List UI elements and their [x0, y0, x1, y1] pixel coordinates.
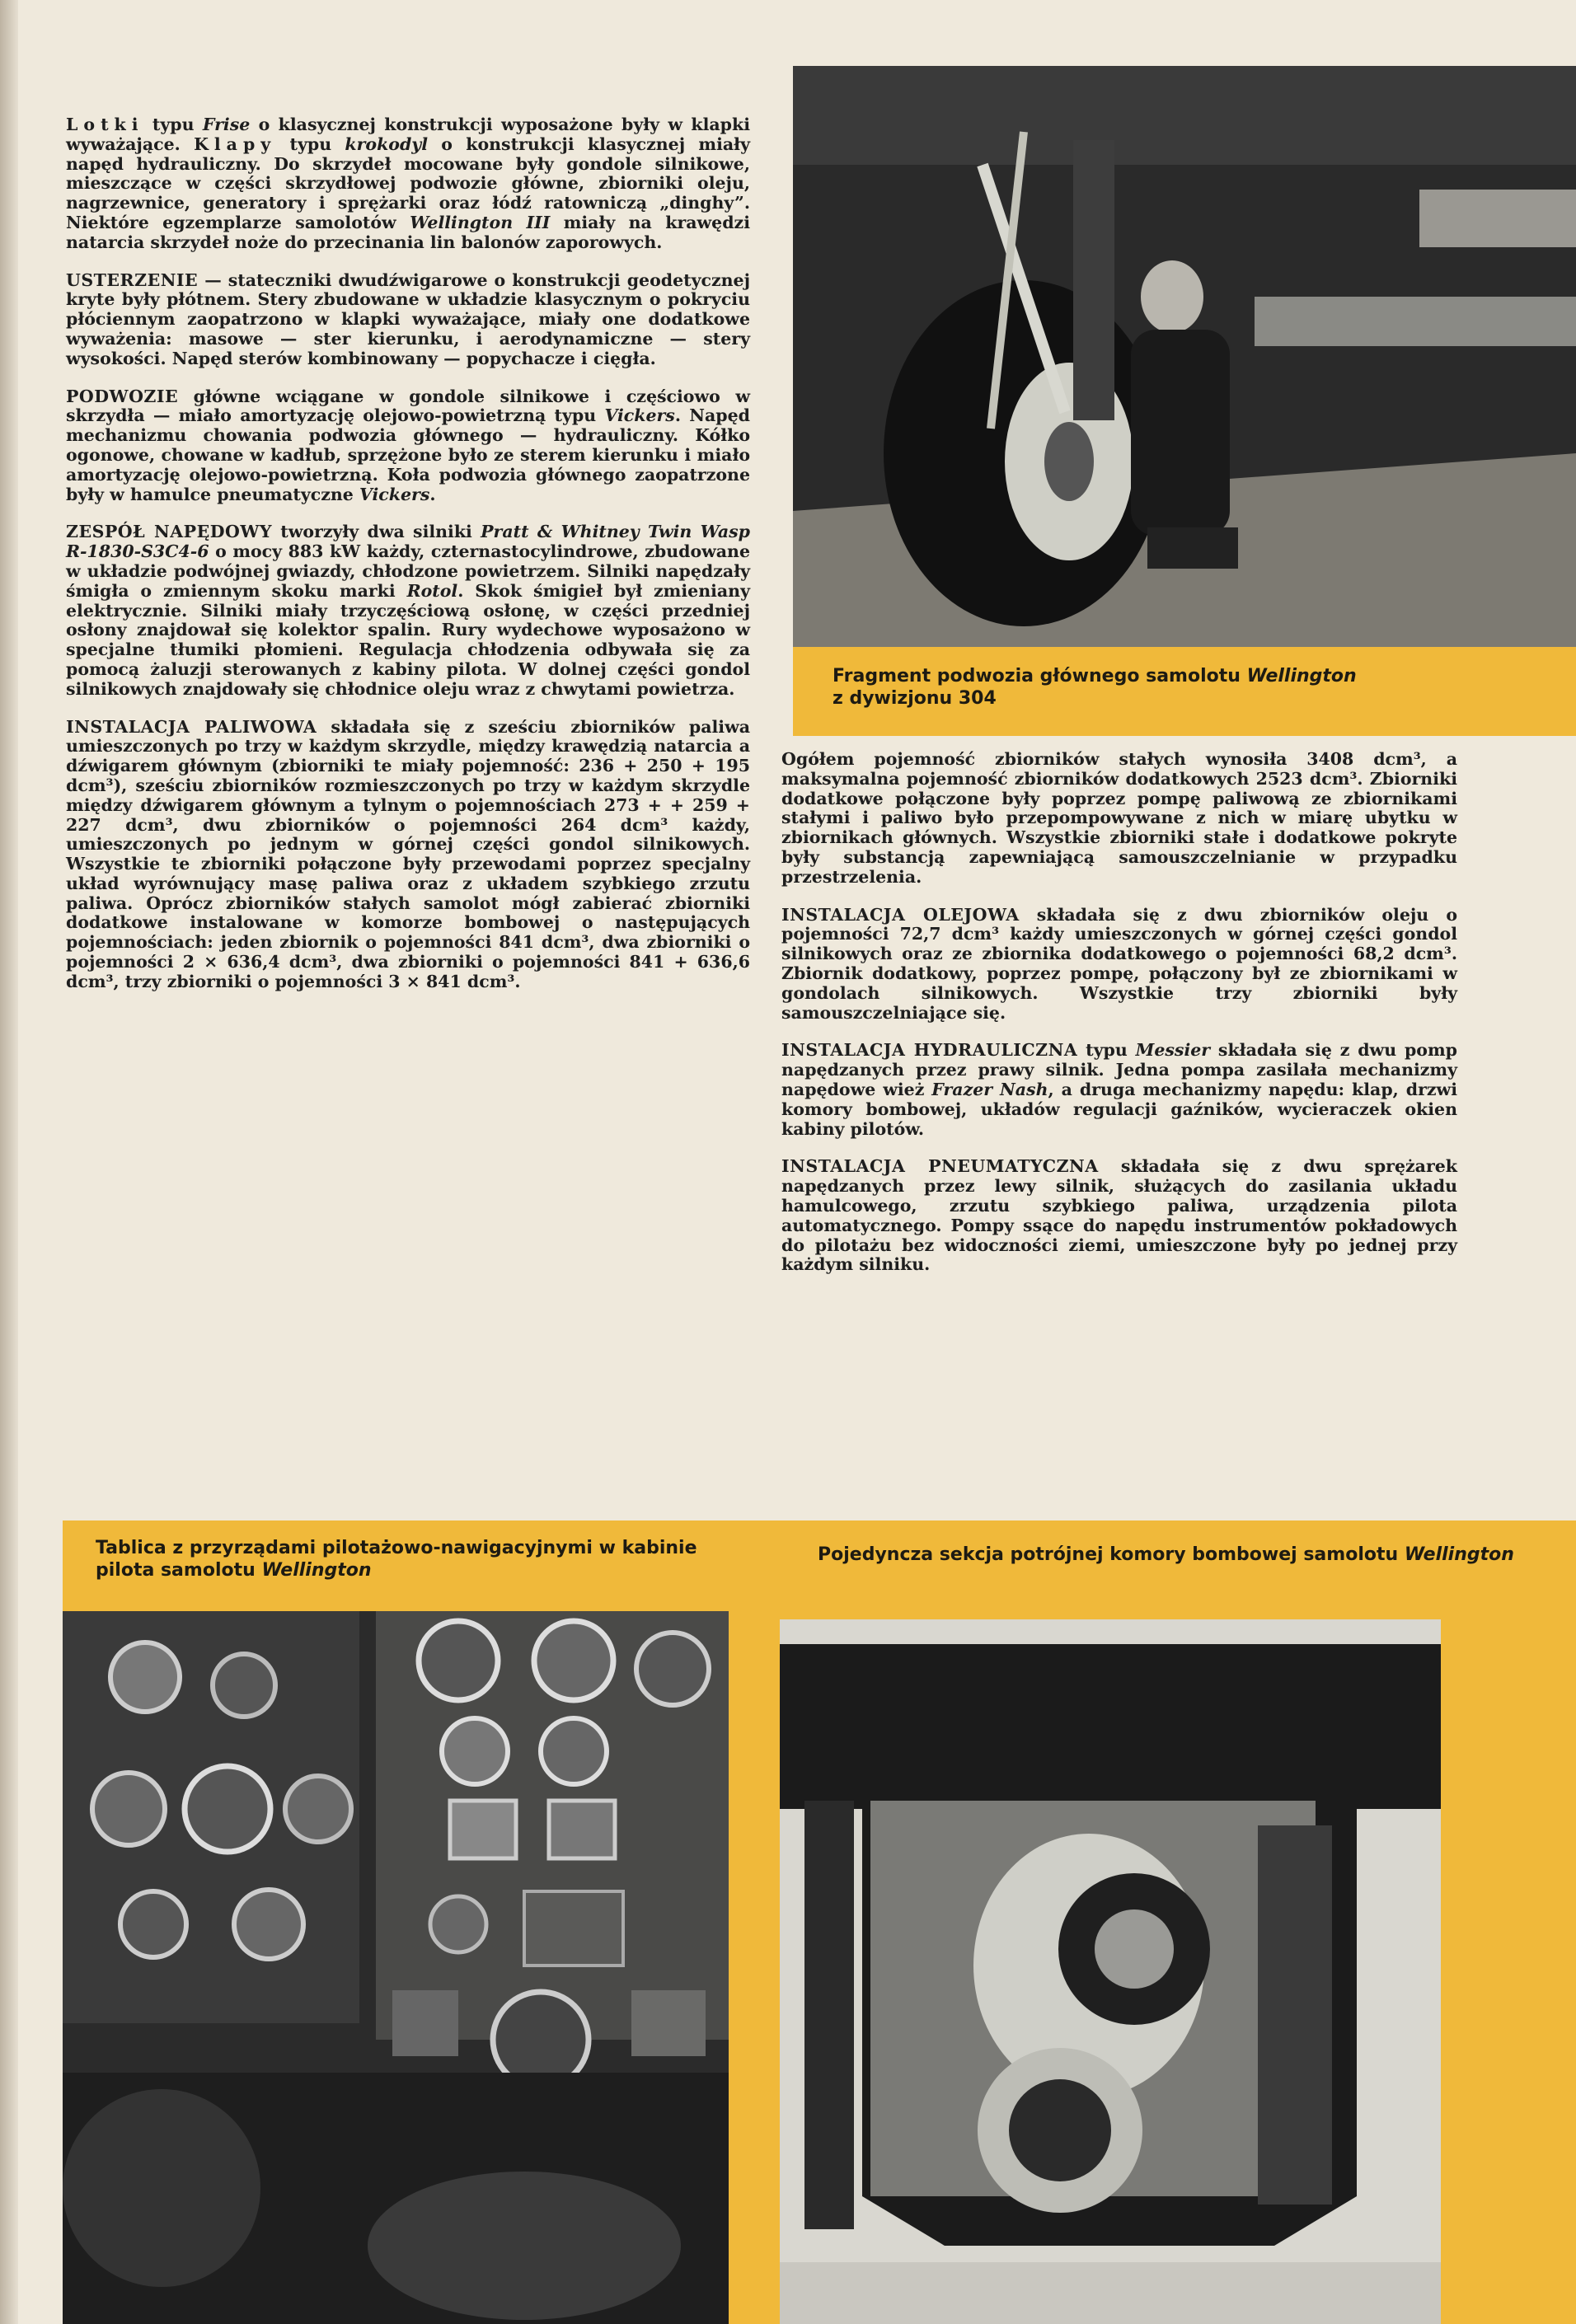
heading-podwozie: PODWOZIE	[66, 386, 179, 406]
photo-bomb-bay	[780, 1619, 1441, 2324]
caption-text: Tablica z przyrządami pilotażowo-nawigacyjnymi w kabinie pilota samolotu	[96, 1538, 697, 1581]
left-text-column	[66, 115, 750, 1010]
italic-engine-name: Pratt & Whitney Twin Wasp R-1830-S3C4-6	[66, 522, 750, 562]
photo-landing-gear	[793, 66, 1576, 647]
text-run: — stateczniki dwudźwigarowe o konstrukcji geodetycznej kryte były płótnem. Stery zbudowane w układzie klasycznym o pokryciu płóciennym zaopatrzono w klapki wyważające, miały one dodatkowe wyważenia: masowe — ster kierunku, i aerodynamiczne — stery wysokości. Napęd sterów kombinowany — popychacze i cięgła.	[66, 269, 750, 368]
caption-italic: Wellington	[1404, 1544, 1514, 1565]
paragraph-pojemnosc	[781, 750, 1457, 888]
text-run: miały na krawędzi natarcia skrzydeł noże do przecinania lin balonów zaporowych.	[66, 212, 750, 252]
text-run: , a druga mechanizmy napędu: klap, drzwi komory bombowej, układów regulacji gaźników, wycieraczek okien kabiny pilotów.	[781, 1079, 1457, 1139]
text-run: o konstrukcji klasycznej miały napęd hydrauliczny. Do skrzydeł mocowane były gondole silnikowe, mieszczące w części skrzydłowej podwozie główne, zbiorniki oleju, nagrzewnice, generatory i sprężarki oraz łódź ratowniczą „dinghy”. Niektóre egzemplarze samolotów	[66, 134, 750, 232]
caption-instrument-panel	[63, 1520, 780, 1611]
text-run: Ogółem pojemność zbiorników stałych wynosiła 3408 dcm³, a maksymalna pojemność zbiorników dodatkowych 2523 dcm³. Zbiorniki dodatkowe połączone były poprzez pompę paliwową ze zbiornikami stałymi i paliwo było przepompowywane z nich w miarę ubytku w zbiornikach głównych. Wszystkie zbiorniki stałe i dodatkowe pokryte były substancją zapewniającą samouszczelnianie w przypadku przestrzelenia.	[781, 749, 1457, 887]
text-run: tworzyły dwa silniki	[271, 522, 481, 542]
heading-usterzenie: USTERZENIE	[66, 269, 199, 290]
heading-instalacja-paliwowa: INSTALACJA PALIWOWA	[66, 716, 317, 737]
paragraph-instalacja-hydrauliczna	[781, 1041, 1457, 1139]
text-run: składała się z dwu zbiorników oleju o pojemności 72,7 dcm³ każdy umieszczonych w górnej części gondol silnikowych oraz ze zbiornika dodatkowego o pojemności 68,2 dcm³. Zbiornik dodatkowy, poprzez pompę, połączony był ze zbiornikami w gondolach silnikowych. Wszystkie trzy zbiorniki były samouszczelniające się.	[781, 904, 1457, 1023]
right-text-column	[781, 750, 1457, 1293]
italic-vickers: Vickers	[604, 405, 675, 426]
text-run: typu	[143, 115, 203, 134]
caption-line2: z dywizjonu 304	[833, 688, 997, 709]
text-run: główne wciągane w gondole silnikowe i częściowo w skrzydła — miało amortyzację olejowo-powietrzną typu	[66, 386, 750, 426]
lead-word-klapy: Klapy	[194, 134, 277, 154]
instrument-panel-illustration	[63, 1611, 729, 2324]
caption-bomb-bay	[780, 1520, 1576, 1618]
caption-text: Pojedyncza sekcja potrójnej komory bombowej samolotu	[818, 1544, 1405, 1565]
italic-messier: Messier	[1135, 1040, 1211, 1061]
heading-instalacja-pneumatyczna: INSTALACJA PNEUMATYCZNA	[781, 1156, 1099, 1177]
paragraph-instalacja-paliwowa	[66, 718, 750, 992]
text-run: . Napęd mechanizmu chowania podwozia głównego — hydrauliczny. Kółko ogonowe, chowane w kadłub, sprzężone było ze sterem kierunku i miało amortyzację olejowo-powietrzną. Koła podwozia głównego zaopatrzone były w hamulce pneumatyczne	[66, 405, 750, 504]
heading-zespol-napedowy: ZESPÓŁ NAPĘDOWY	[66, 522, 272, 542]
italic-frazer-nash: Frazer Nash	[931, 1079, 1048, 1099]
text-run: składała się z dwu sprężarek napędzanych przez lewy silnik, służących do zasilania układu hamulcowego, zrzutu szybkiego paliwa, urządzenia pilota automatycznego. Pompy ssące do napędu instrumentów pokładowych do pilotażu bez widoczności ziemi, umieszczone były po jednej przy każdym silniku.	[781, 1156, 1457, 1275]
italic-krokodyl: krokodyl	[345, 134, 428, 154]
heading-instalacja-olejowa: INSTALACJA OLEJOWA	[781, 904, 1020, 925]
lead-word-lotki: Lotki	[66, 115, 144, 134]
paragraph-podwozie	[66, 387, 750, 505]
italic-frise: Frise	[202, 115, 251, 134]
italic-vickers: Vickers	[359, 484, 430, 504]
text-run: o klasycznej konstrukcji wyposażone były w klapki wyważające.	[66, 115, 750, 154]
heading-instalacja-hydrauliczna: INSTALACJA HYDRAULICZNA	[781, 1040, 1078, 1061]
paragraph-instalacja-pneumatyczna	[781, 1157, 1457, 1275]
text-run: typu	[1077, 1040, 1136, 1061]
text-run: składała się z sześciu zbiorników paliwa umieszczonych po trzy w każdym skrzydle, między krawędzią natarcia a dźwigarem głównym (zbiorniki te miały pojemność: 236 + 250 + 195 dcm³), sześciu zbiorników rozmieszczonych po trzy w każdym skrzydle między dźwigarem głównym a tylnym o pojemnościach 273 + + 259 + 227 dcm³, dwu zbiorników o pojemności 264 dcm³ każdy, umieszczonych po jednym w górnej części gondol silnikowych. Wszystkie te zbiorniki połączone były przewodami poprzez specjalny układ wyrównujący masę paliwa oraz z układem szybkiego zrzutu paliwa. Oprócz zbiorników stałych samolot mógł zabierać zbiorniki dodatkowe instalowane w komorze bombowej o następujących pojemnościach: jeden zbiornik o pojemności 841 dcm³, dwa zbiorniki o pojemności 2 × 636,4 dcm³, dwa zbiorniki o pojemności 841 + 636,6 dcm³, trzy zbiorniki o pojemności 3 × 841 dcm³.	[66, 716, 750, 991]
italic-rotol: Rotol	[406, 580, 458, 601]
bomb-bay-illustration	[780, 1619, 1441, 2324]
page-spine-shadow	[0, 0, 18, 2324]
paragraph-lotki	[66, 115, 750, 253]
caption-landing-gear	[793, 647, 1576, 736]
paragraph-usterzenie	[66, 271, 750, 369]
caption-italic: Wellington	[1246, 666, 1357, 686]
paragraph-instalacja-olejowa	[781, 906, 1457, 1024]
text-run: .	[429, 484, 436, 504]
text-run: o mocy 883 kW każdy, czternastocylindrowe, zbudowane w układzie podwójnej gwiazdy, chłodzone powietrzem. Silniki napędzały śmigła o zmiennym skoku marki	[66, 541, 750, 601]
paragraph-zespol-napedowy	[66, 522, 750, 699]
text-run: składała się z dwu pomp napędzanych przez prawy silnik. Jedna pompa zasilała mechanizmy napędowe wież	[781, 1040, 1457, 1099]
italic-wellington-iii: Wellington III	[410, 212, 551, 232]
text-run: typu	[276, 134, 345, 154]
caption-italic: Wellington	[261, 1560, 372, 1581]
text-run: . Skok śmigieł był zmieniany elektrycznie. Silniki miały trzyczęściową osłonę, w części przedniej osłony znajdował się kolektor spalin. Rury wydechowe wyposażono w specjalne tłumiki płomieni. Regulacja chłodzenia odbywała się za pomocą żaluzji sterowanych z kabiny pilota. W dolnej części gondol silnikowych znajdowały się chłodnice oleju wraz z chwytami powietrza.	[66, 580, 750, 699]
caption-text: Fragment podwozia głównego samolotu	[833, 666, 1247, 686]
photo-instrument-panel	[63, 1611, 729, 2324]
landing-gear-illustration	[793, 66, 1576, 647]
